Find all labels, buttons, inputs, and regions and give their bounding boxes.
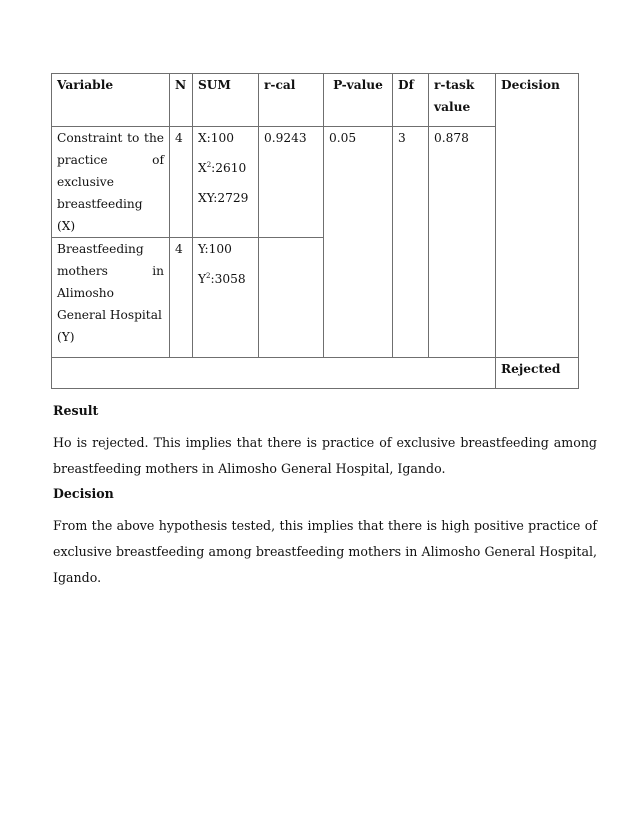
sum-y: Y:100 — [198, 242, 232, 256]
cell-r-cal: 0.9243 — [259, 127, 324, 238]
variable-y-line: Breastfeeding mothers in — [57, 242, 164, 278]
decision-value: Rejected — [496, 358, 579, 389]
variable-y-line: General Hospital — [57, 308, 162, 322]
sum-y-squared: $Y^2:3058$ — [198, 271, 246, 286]
sum-x: X:100 — [198, 131, 235, 145]
sum-x-squared: $X^2:2610$ — [198, 160, 247, 175]
result-heading: Result — [53, 403, 99, 418]
cell-sum-y — [193, 238, 259, 358]
hypothesis-table — [51, 73, 579, 389]
header-r-task — [429, 74, 496, 127]
header-r-cal: r-cal — [259, 74, 324, 127]
cell-n-x: 4 — [170, 127, 193, 238]
header-decision: Decision — [496, 74, 579, 358]
cell-df: 3 — [393, 127, 429, 358]
variable-x-line: breastfeeding (X) — [57, 197, 143, 233]
table-footer-row — [52, 358, 579, 389]
variable-x-line: practice of — [57, 153, 164, 167]
footer-empty-cell — [52, 358, 496, 389]
decision-text: From the above hypothesis tested, this implies that there is high positive practice of exclusive breastfeeding among breastfeeding mothers in Alimosho General Hospital, Igando. — [53, 518, 597, 585]
table-header-row — [52, 74, 579, 127]
variable-x-line: exclusive — [57, 175, 114, 189]
cell-n-y: 4 — [170, 238, 193, 358]
header-df: Df — [393, 74, 429, 127]
header-p-value: P-value — [324, 74, 393, 127]
variable-y-line: (Y) — [57, 330, 75, 344]
variable-y-line: Alimosho — [57, 286, 114, 300]
cell-r-cal-empty — [259, 238, 324, 358]
header-r-task-line1: r-task — [434, 78, 475, 92]
header-r-task-line2: value — [434, 100, 471, 114]
variable-x-line: Constraint to the — [57, 131, 164, 145]
cell-p-value: 0.05 — [324, 127, 393, 358]
sum-xy: XY:2729 — [198, 191, 249, 205]
header-variable: Variable — [52, 74, 170, 127]
header-sum: SUM — [193, 74, 259, 127]
cell-r-task: 0.878 — [429, 127, 496, 358]
decision-heading: Decision — [53, 486, 114, 501]
cell-variable-x — [52, 127, 170, 238]
result-text: Ho is rejected. This implies that there is practice of exclusive breastfeeding among breastfeeding mothers in Alimosho General Hospital, Igando. — [53, 435, 597, 476]
header-n: N — [170, 74, 193, 127]
cell-sum-x — [193, 127, 259, 238]
cell-variable-y — [52, 238, 170, 358]
